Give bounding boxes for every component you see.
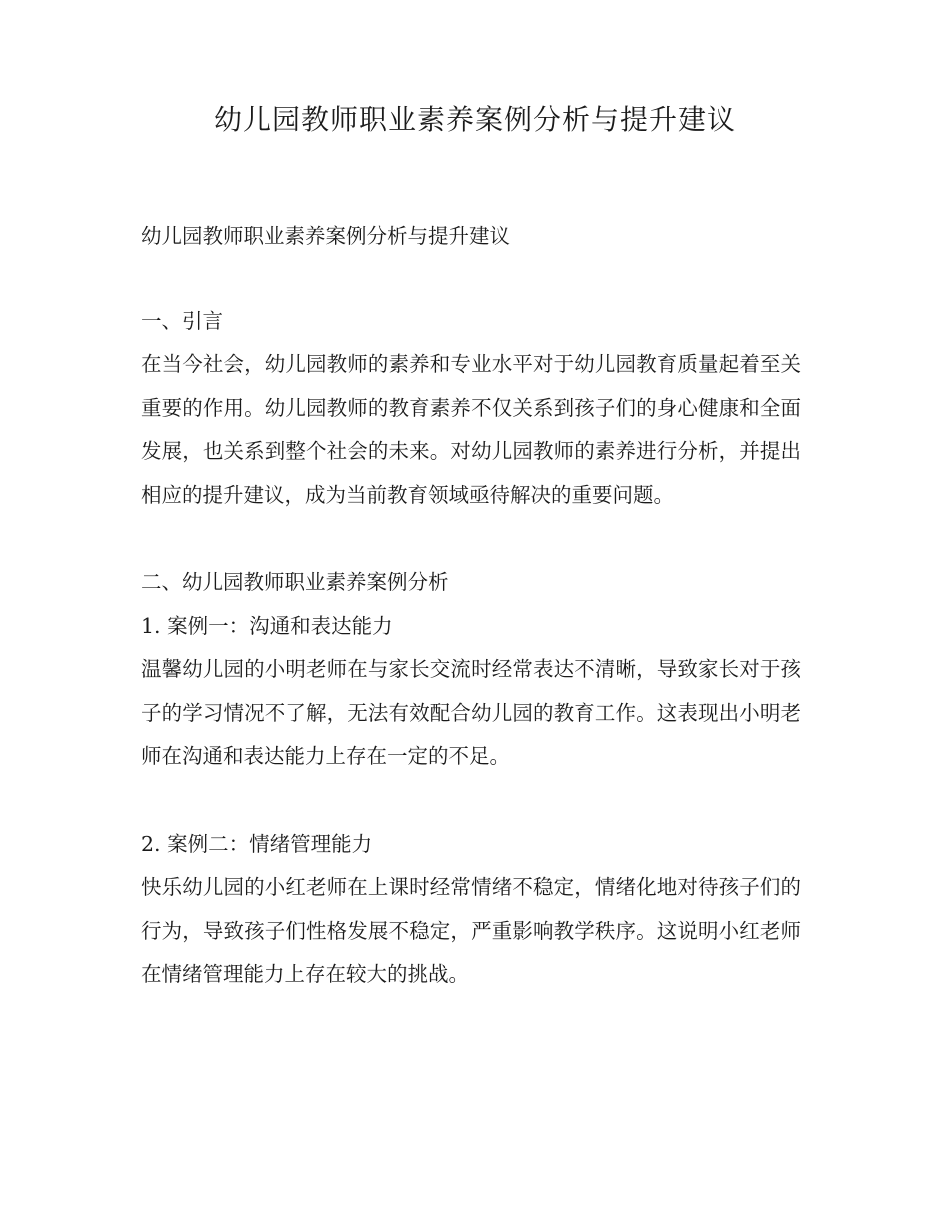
case2-paragraph: 快乐幼儿园的小红老师在上课时经常情绪不稳定，情绪化地对待孩子们的行为，导致孩子们性格发展不稳定，严重影响教学秩序。这说明小红老师在情绪管理能力上存在较大的挑战。 — [141, 875, 801, 986]
section-heading-intro: 一、引言 — [141, 308, 223, 333]
case2-heading: 2. 案例二：情绪管理能力 — [141, 831, 373, 856]
document-title: 幼儿园教师职业素养案例分析与提升建议 — [213, 103, 736, 136]
intro-paragraph: 在当今社会，幼儿园教师的素养和专业水平对于幼儿园教育质量起着至关重要的作用。幼儿园教师的教育素养不仅关系到孩子们的身心健康和全面发展，也关系到整个社会的未来。对幼儿园教师的素养进行分析，并提出相应的提升建议，成为当前教育领域亟待解决的重要问题。 — [141, 352, 801, 507]
section-heading-analysis: 二、幼儿园教师职业素养案例分析 — [141, 570, 449, 594]
document-body — [141, 215, 801, 997]
spacer — [141, 779, 801, 823]
document-subtitle: 幼儿园教师职业素养案例分析与提升建议 — [141, 224, 510, 248]
spacer — [141, 517, 801, 561]
spacer — [141, 259, 801, 300]
case1-paragraph: 温馨幼儿园的小明老师在与家长交流时经常表达不清晰，导致家长对于孩子的学习情况不了解，无法有效配合幼儿园的教育工作。这表现出小明老师在沟通和表达能力上存在一定的不足。 — [141, 657, 801, 768]
case1-heading: 1. 案例一：沟通和表达能力 — [141, 613, 393, 638]
